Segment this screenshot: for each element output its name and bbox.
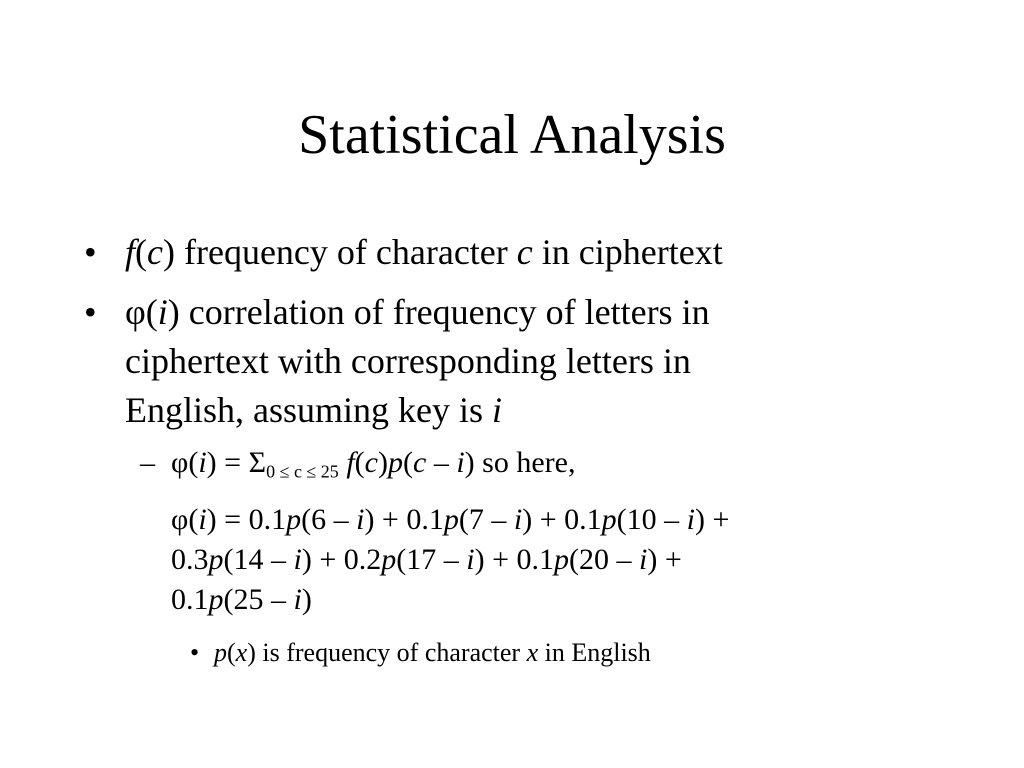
bullet-text: f(c) frequency of character c in ciphertext [125, 232, 723, 272]
bullet-mark: • [84, 292, 97, 332]
expansion-text: φ(i) = 0.1p(6 – i) + 0.1p(7 – i) + 0.1p(10 – i) + 0.3p(14 – i) + 0.2p(17 – i) + 0.1p(20 – i) + 0.1p(25 – i) [171, 503, 730, 616]
note-text: p(x) is frequency of character x in English [214, 638, 651, 667]
formula-text: $\varphi(i) = \Sigma_{0 \le c \le 25}$ f(c)p(c – i) so here, [171, 446, 576, 482]
slide-title: Statistical Analysis [298, 104, 726, 166]
bullet-text: φ(i) correlation of frequency of letters in ciphertext with corresponding letters in English, assuming key is i [125, 292, 710, 430]
bullet-mark: • [190, 638, 200, 667]
dash-mark: – [140, 446, 155, 479]
bullet-mark: • [84, 232, 97, 272]
sum-range: 0 ≤ c ≤ 25 [266, 461, 339, 482]
